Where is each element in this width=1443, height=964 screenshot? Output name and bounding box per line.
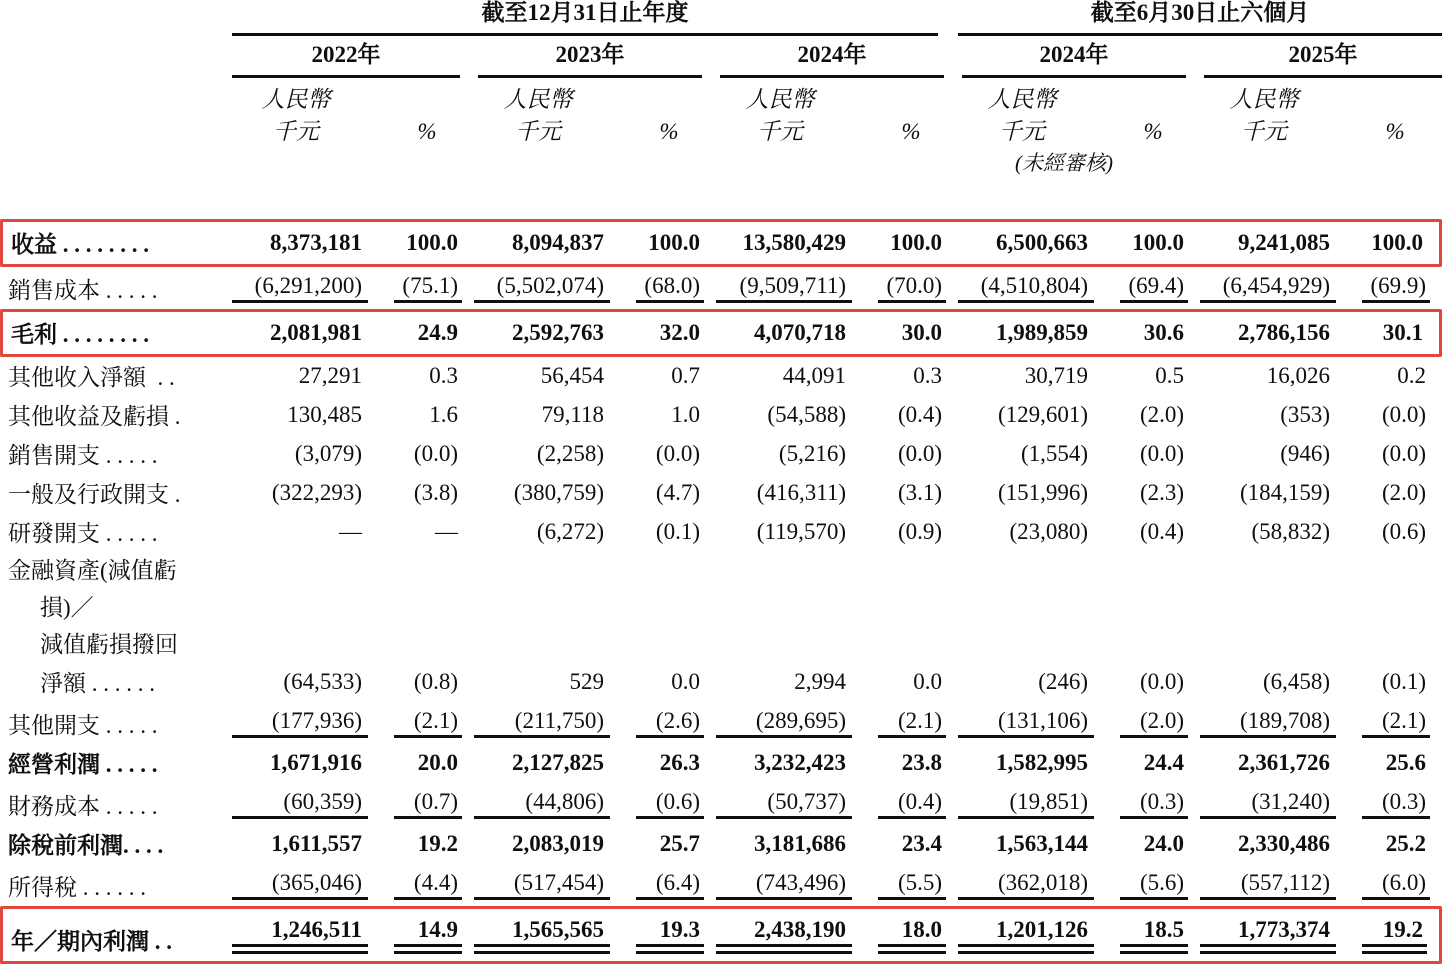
value-cell: 1,563,144 [996, 831, 1089, 856]
row-label: 毛利 . . . . . . . . [0, 309, 232, 357]
value-cell: 2,994 [794, 669, 846, 694]
percent-cell: (0.4) [897, 402, 943, 427]
value-cell: (6,272) [536, 519, 604, 544]
row-label: 研發開支 . . . . . [8, 521, 158, 546]
percent-cell: (0.1) [655, 519, 700, 544]
unit-label: 千元 [515, 119, 561, 144]
currency-label: 人民幣 [503, 87, 573, 112]
value-cell: (6,291,200) [232, 267, 388, 309]
percent-cell: (6.0) [1356, 864, 1442, 906]
value-cell: 2,438,190 [716, 906, 872, 964]
value-cell [232, 552, 388, 589]
value-cell: (9,509,711) [716, 267, 872, 309]
percent-cell: (2.1) [388, 702, 474, 744]
percent-cell [630, 552, 716, 589]
value-cell: (6,458) [1262, 669, 1331, 694]
percent-cell: (4.4) [388, 864, 474, 906]
percent-cell [872, 626, 958, 663]
value-cell: (177,936) [232, 702, 388, 744]
percent-cell: 30.0 [872, 309, 958, 357]
value-cell [232, 626, 388, 663]
value-cell [958, 589, 1114, 626]
percent-cell: 18.5 [1114, 906, 1200, 964]
value-cell [474, 552, 630, 589]
table-row [0, 513, 1442, 552]
value-cell: — [339, 519, 362, 544]
table-row [0, 626, 1442, 663]
percent-cell [1114, 626, 1200, 663]
percent-cell: 25.7 [659, 831, 700, 856]
table-row [0, 702, 1442, 744]
value-cell: 1,773,374 [1200, 906, 1356, 964]
value-cell: 1,201,126 [958, 906, 1114, 964]
value-cell: 3,232,423 [754, 750, 846, 775]
value-cell: (60,359) [232, 783, 388, 825]
value-cell: 2,330,486 [1238, 831, 1331, 856]
value-cell: (2,258) [536, 441, 604, 466]
percent-cell: 1.0 [671, 402, 700, 427]
value-cell: 8,373,181 [232, 219, 388, 267]
percent-cell [388, 552, 474, 589]
value-cell: (23,080) [1009, 519, 1089, 544]
year-header-2022: 2022年 [232, 36, 474, 78]
percent-cell: (0.0) [897, 441, 943, 466]
percent-cell: (0.3) [1356, 783, 1442, 825]
percent-cell: 100.0 [388, 219, 474, 267]
period-header-annual: 截至12月31日止年度 [232, 0, 938, 36]
percent-cell: (2.1) [872, 702, 958, 744]
table-row [0, 783, 1442, 825]
value-cell: 1,989,859 [958, 309, 1114, 357]
unit-label: 千元 [1241, 119, 1288, 144]
currency-header-row [0, 78, 1442, 113]
currency-label: 人民幣 [1229, 87, 1299, 112]
table-row [0, 663, 1442, 702]
percent-cell: 0.0 [913, 669, 943, 694]
value-cell: 1,671,916 [270, 750, 362, 775]
table-row [0, 744, 1442, 783]
value-cell [232, 589, 388, 626]
unit-header-row [0, 113, 1442, 145]
percent-label: % [659, 119, 679, 144]
row-label: 銷售開支 . . . . . [8, 443, 158, 468]
percent-cell [872, 552, 958, 589]
percent-cell: 30.6 [1114, 309, 1200, 357]
value-cell: (946) [1280, 441, 1331, 466]
value-cell: (129,601) [997, 402, 1089, 427]
value-cell: (380,759) [513, 480, 604, 505]
percent-cell: (2.0) [1114, 702, 1200, 744]
value-cell: 6,500,663 [958, 219, 1114, 267]
percent-cell: (0.4) [1139, 519, 1185, 544]
percent-cell: (0.4) [872, 783, 958, 825]
row-label: 銷售成本 . . . . . [8, 278, 158, 303]
value-cell: (6,454,929) [1200, 267, 1356, 309]
percent-cell: 0.5 [1155, 363, 1185, 388]
value-cell [474, 626, 630, 663]
row-label: 一般及行政開支 . [8, 482, 181, 507]
percent-label: % [1143, 119, 1163, 144]
percent-cell: (0.1) [1381, 669, 1427, 694]
table-row [0, 552, 1442, 589]
percent-cell: (0.3) [1114, 783, 1200, 825]
value-cell: 16,026 [1266, 363, 1331, 388]
percent-label: % [1385, 119, 1405, 144]
value-cell: (353) [1280, 402, 1331, 427]
value-cell: 30,719 [1024, 363, 1089, 388]
value-cell: 529 [569, 669, 604, 694]
value-cell: 13,580,429 [716, 219, 872, 267]
value-cell: (5,502,074) [474, 267, 630, 309]
row-label: 除稅前利潤. . . . [8, 833, 164, 858]
value-cell: 27,291 [298, 363, 362, 388]
value-cell: (44,806) [474, 783, 630, 825]
value-cell: 2,786,156 [1200, 309, 1356, 357]
percent-cell: 0.0 [671, 669, 700, 694]
value-cell: 2,127,825 [512, 750, 604, 775]
percent-cell: 100.0 [630, 219, 716, 267]
percent-cell: (69.9) [1356, 267, 1442, 309]
percent-cell: (4.7) [655, 480, 700, 505]
value-cell: (54,588) [767, 402, 846, 427]
currency-label: 人民幣 [261, 87, 331, 112]
value-cell: (189,708) [1200, 702, 1356, 744]
percent-cell: 14.9 [388, 906, 474, 964]
year-header-row [0, 36, 1442, 78]
percent-cell: 26.3 [659, 750, 700, 775]
percent-cell: (0.6) [1381, 519, 1427, 544]
percent-cell: 0.2 [1397, 363, 1427, 388]
currency-label: 人民幣 [745, 87, 815, 112]
currency-label: 人民幣 [987, 87, 1057, 112]
percent-cell: 19.3 [630, 906, 716, 964]
percent-cell: 25.2 [1385, 831, 1427, 856]
percent-cell [388, 626, 474, 663]
year-header-2023: 2023年 [474, 36, 716, 78]
percent-cell: (5.6) [1114, 864, 1200, 906]
value-cell: (416,311) [756, 480, 846, 505]
table-row [0, 864, 1442, 906]
row-label: 金融資產(減值虧 [8, 558, 177, 583]
value-cell [716, 626, 872, 663]
percent-cell: (0.7) [388, 783, 474, 825]
percent-cell: 19.2 [417, 831, 458, 856]
row-label: 其他收益及虧損 . [8, 404, 181, 429]
row-label: 年／期內利潤 . . [0, 906, 232, 964]
period-header-interim: 截至6月30日止六個月 [958, 0, 1442, 36]
row-label: 所得稅 . . . . . . [8, 875, 146, 900]
row-label: 收益 . . . . . . . . [0, 219, 232, 267]
percent-cell: 18.0 [872, 906, 958, 964]
value-cell [958, 552, 1114, 589]
percent-cell: 1.6 [429, 402, 458, 427]
table-row [0, 267, 1442, 309]
percent-cell: (0.0) [655, 441, 700, 466]
row-label: 其他開支 . . . . . [8, 713, 158, 738]
value-cell: (211,750) [474, 702, 630, 744]
percent-label: % [901, 119, 921, 144]
value-cell: 79,118 [541, 402, 604, 427]
value-cell: (5,216) [778, 441, 846, 466]
percent-cell: (2.0) [1381, 480, 1427, 505]
table-row [0, 474, 1442, 513]
value-cell [1200, 589, 1356, 626]
table-row [0, 906, 1442, 964]
value-cell [716, 589, 872, 626]
percent-cell: 20.0 [417, 750, 458, 775]
year-header-2024: 2024年 [716, 36, 958, 78]
percent-cell: 0.7 [671, 363, 700, 388]
value-cell: 2,361,726 [1238, 750, 1331, 775]
percent-cell: 0.3 [913, 363, 943, 388]
value-cell [474, 589, 630, 626]
value-cell: 2,083,019 [512, 831, 604, 856]
percent-cell [1356, 589, 1442, 626]
percent-cell: 25.6 [1385, 750, 1427, 775]
value-cell: (184,159) [1239, 480, 1331, 505]
period-header-row [0, 0, 1442, 36]
percent-cell: (0.0) [1381, 402, 1427, 427]
value-cell: (365,046) [232, 864, 388, 906]
percent-cell: (5.5) [872, 864, 958, 906]
value-cell: (322,293) [271, 480, 362, 505]
value-cell: (3,079) [294, 441, 362, 466]
row-label: 減值虧損撥回 [40, 632, 178, 657]
value-cell: (151,996) [997, 480, 1089, 505]
percent-cell: 32.0 [630, 309, 716, 357]
percent-cell: 100.0 [1114, 219, 1200, 267]
table-header [0, 0, 1442, 219]
percent-cell: (3.8) [413, 480, 458, 505]
period-header-interim-cell [958, 0, 1442, 36]
row-label: 損)／ [40, 595, 94, 620]
percent-cell: (0.8) [413, 669, 458, 694]
percent-cell: (2.3) [1139, 480, 1185, 505]
percent-cell [872, 589, 958, 626]
value-cell: (119,570) [756, 519, 846, 544]
value-cell [958, 626, 1114, 663]
value-cell: (58,832) [1251, 519, 1331, 544]
percent-cell: (0.0) [1139, 441, 1185, 466]
percent-cell: (68.0) [630, 267, 716, 309]
percent-cell: 24.4 [1143, 750, 1185, 775]
percent-cell: (0.0) [1381, 441, 1427, 466]
value-cell: (289,695) [716, 702, 872, 744]
value-cell: 1,246,511 [232, 906, 388, 964]
value-cell: 3,181,686 [754, 831, 846, 856]
table-body [0, 219, 1442, 964]
value-cell: 2,592,763 [474, 309, 630, 357]
value-cell: 130,485 [287, 402, 362, 427]
unit-label: 千元 [757, 119, 803, 144]
value-cell: (362,018) [958, 864, 1114, 906]
percent-cell: (2.0) [1139, 402, 1185, 427]
row-label: 淨額 . . . . . . [40, 671, 155, 696]
percent-cell: — [435, 519, 458, 544]
value-cell: 4,070,718 [716, 309, 872, 357]
table-row [0, 357, 1442, 396]
table-row [0, 825, 1442, 864]
header-spacer [0, 175, 1442, 219]
percent-cell: (0.6) [630, 783, 716, 825]
table-row [0, 589, 1442, 626]
value-cell: 1,611,557 [271, 831, 362, 856]
value-cell: 1,565,565 [474, 906, 630, 964]
value-cell: (64,533) [283, 669, 362, 694]
percent-cell: 100.0 [872, 219, 958, 267]
percent-cell: (70.0) [872, 267, 958, 309]
percent-cell [630, 589, 716, 626]
value-cell: (4,510,804) [958, 267, 1114, 309]
corner-cell [0, 0, 232, 36]
row-label: 其他收入淨額 . . [8, 365, 175, 390]
percent-cell: 30.1 [1356, 309, 1442, 357]
percent-cell: 23.8 [901, 750, 943, 775]
percent-cell [1114, 552, 1200, 589]
period-header-annual-cell [232, 0, 958, 36]
percent-cell: 19.2 [1356, 906, 1442, 964]
table-row [0, 435, 1442, 474]
value-cell: (517,454) [474, 864, 630, 906]
value-cell: 8,094,837 [474, 219, 630, 267]
percent-cell: (75.1) [388, 267, 474, 309]
value-cell [1200, 552, 1356, 589]
value-cell: 1,582,995 [996, 750, 1089, 775]
value-cell: (19,851) [958, 783, 1114, 825]
percent-cell: 0.3 [429, 363, 458, 388]
value-cell: (557,112) [1200, 864, 1356, 906]
percent-cell [1114, 589, 1200, 626]
percent-cell [1356, 552, 1442, 589]
unaudited-note-row [0, 145, 1442, 175]
year-header-2025: 2025年 [1200, 36, 1442, 78]
value-cell: 2,081,981 [232, 309, 388, 357]
percent-cell: 24.9 [388, 309, 474, 357]
value-cell: (131,106) [958, 702, 1114, 744]
value-cell [716, 552, 872, 589]
value-cell: (743,496) [716, 864, 872, 906]
value-cell: (1,554) [1020, 441, 1089, 466]
value-cell: (246) [1038, 669, 1089, 694]
percent-label: % [417, 119, 437, 144]
unit-label: 千元 [273, 119, 319, 144]
percent-cell: (69.4) [1114, 267, 1200, 309]
percent-cell: (2.6) [630, 702, 716, 744]
unaudited-note: (未經審核) [1015, 151, 1114, 175]
percent-cell: 100.0 [1356, 219, 1442, 267]
percent-cell [630, 626, 716, 663]
row-label: 經營利潤 . . . . . [8, 752, 158, 777]
percent-cell: 23.4 [901, 831, 943, 856]
percent-cell: (2.1) [1356, 702, 1442, 744]
percent-cell: (0.0) [413, 441, 458, 466]
percent-cell: (6.4) [630, 864, 716, 906]
percent-cell [1356, 626, 1442, 663]
row-label: 財務成本 . . . . . [8, 794, 158, 819]
percent-cell: (0.0) [1139, 669, 1185, 694]
table-row [0, 219, 1442, 267]
value-cell: 9,241,085 [1200, 219, 1356, 267]
percent-cell: 24.0 [1143, 831, 1185, 856]
value-cell: (50,737) [716, 783, 872, 825]
value-cell: (31,240) [1200, 783, 1356, 825]
table-row [0, 309, 1442, 357]
value-cell: 44,091 [782, 363, 846, 388]
percent-cell: (3.1) [897, 480, 943, 505]
unit-label: 千元 [999, 119, 1046, 144]
year-header-2024-interim: 2024年 [958, 36, 1200, 78]
table-row [0, 396, 1442, 435]
value-cell: 56,454 [540, 363, 604, 388]
value-cell [1200, 626, 1356, 663]
percent-cell [388, 589, 474, 626]
percent-cell: (0.9) [897, 519, 943, 544]
